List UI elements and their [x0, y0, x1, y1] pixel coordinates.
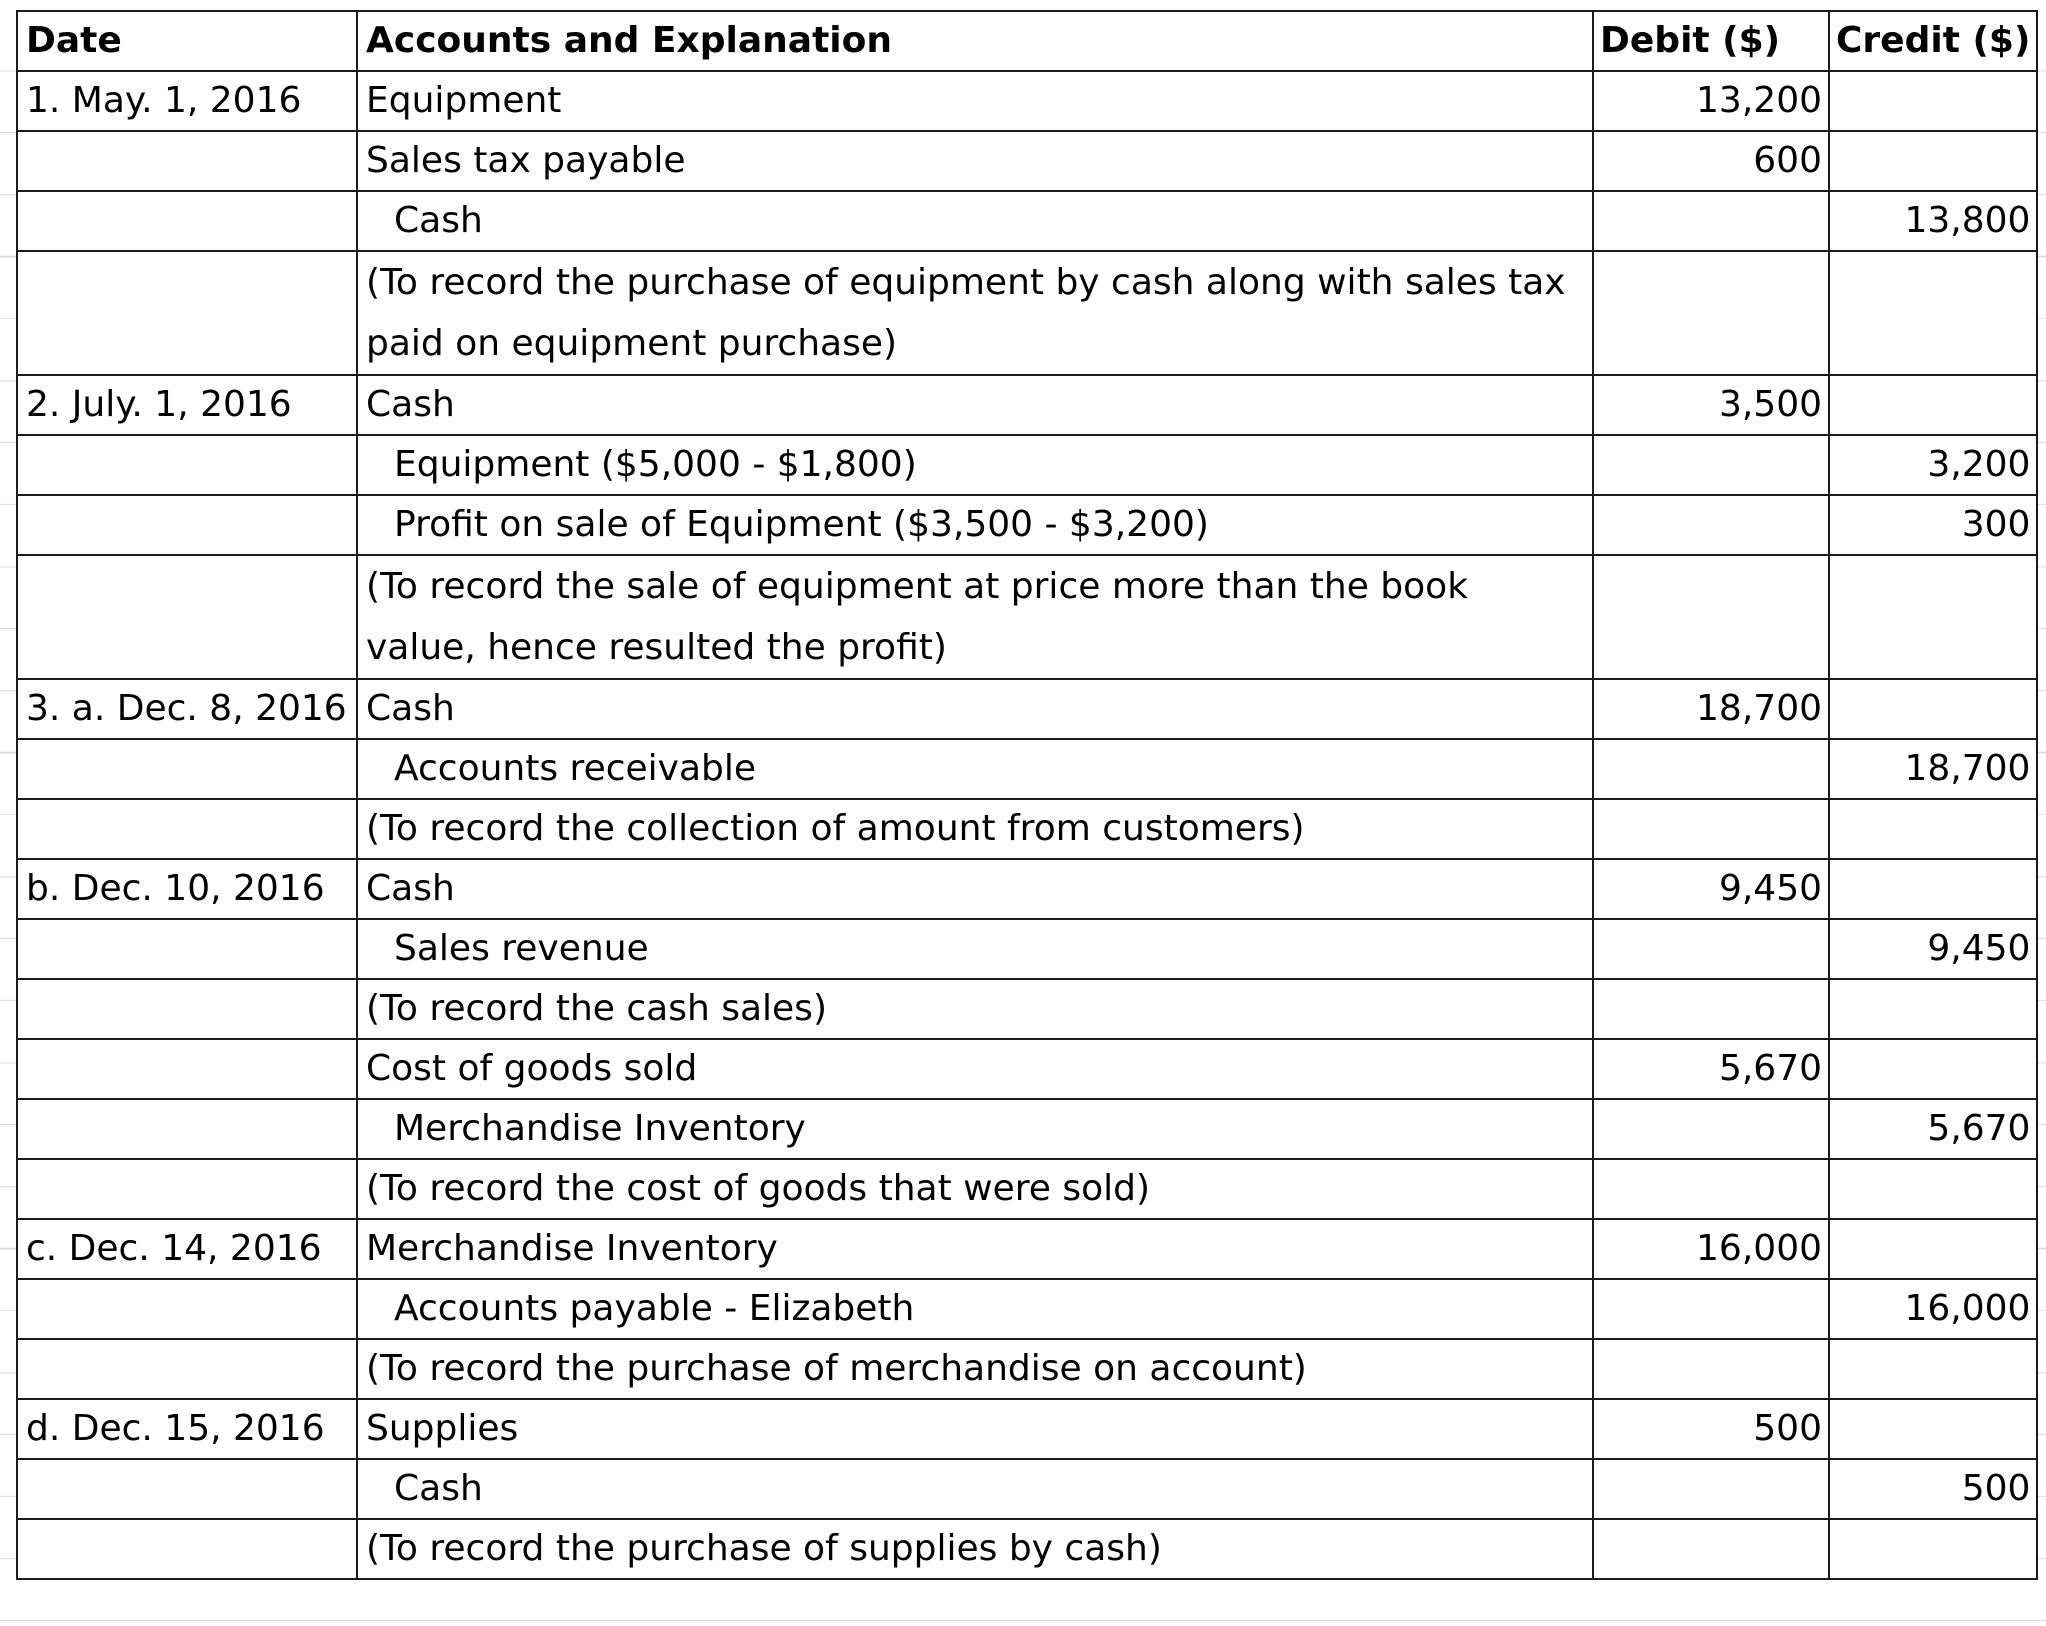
explanation-cell[interactable]: (To record the cost of goods that were sold) — [357, 1159, 1593, 1219]
explanation-cell[interactable]: (To record the cash sales) — [357, 979, 1593, 1039]
credit-cell[interactable] — [1829, 251, 2037, 375]
debit-cell[interactable]: 500 — [1593, 1399, 1829, 1459]
debit-cell[interactable] — [1593, 1459, 1829, 1519]
account-cell[interactable]: Sales revenue — [357, 919, 1593, 979]
account-cell[interactable]: Accounts payable - Elizabeth — [357, 1279, 1593, 1339]
table-row — [17, 739, 2037, 799]
debit-cell[interactable] — [1593, 1339, 1829, 1399]
date-cell[interactable] — [17, 1459, 357, 1519]
table-row — [17, 979, 2037, 1039]
debit-cell[interactable] — [1593, 799, 1829, 859]
credit-cell[interactable] — [1829, 679, 2037, 739]
table-row — [17, 1219, 2037, 1279]
account-cell[interactable]: Sales tax payable — [357, 131, 1593, 191]
explanation-cell[interactable]: (To record the purchase of equipment by cash along with sales tax paid on equipment purchase) — [357, 251, 1593, 375]
credit-cell[interactable] — [1829, 979, 2037, 1039]
debit-cell[interactable] — [1593, 1279, 1829, 1339]
credit-cell[interactable]: 18,700 — [1829, 739, 2037, 799]
table-row — [17, 1519, 2037, 1579]
account-cell[interactable]: Accounts receivable — [357, 739, 1593, 799]
table-row — [17, 1399, 2037, 1459]
debit-cell[interactable] — [1593, 191, 1829, 251]
credit-cell[interactable] — [1829, 1519, 2037, 1579]
date-cell[interactable] — [17, 191, 357, 251]
debit-cell[interactable]: 13,200 — [1593, 71, 1829, 131]
journal-entry-table — [16, 10, 2038, 1580]
debit-cell[interactable] — [1593, 1159, 1829, 1219]
date-cell[interactable] — [17, 799, 357, 859]
table-row — [17, 859, 2037, 919]
date-cell[interactable] — [17, 555, 357, 679]
credit-cell[interactable] — [1829, 859, 2037, 919]
debit-cell[interactable] — [1593, 555, 1829, 679]
table-row — [17, 375, 2037, 435]
date-cell[interactable] — [17, 1519, 357, 1579]
debit-cell[interactable] — [1593, 739, 1829, 799]
credit-cell[interactable] — [1829, 375, 2037, 435]
table-row — [17, 799, 2037, 859]
debit-cell[interactable] — [1593, 919, 1829, 979]
account-cell[interactable]: Equipment ($5,000 - $1,800) — [357, 435, 1593, 495]
explanation-cell[interactable]: (To record the purchase of supplies by cash) — [357, 1519, 1593, 1579]
date-cell[interactable]: d. Dec. 15, 2016 — [17, 1399, 357, 1459]
account-cell[interactable]: Cash — [357, 679, 1593, 739]
debit-cell[interactable] — [1593, 251, 1829, 375]
credit-cell[interactable] — [1829, 1339, 2037, 1399]
debit-cell[interactable]: 16,000 — [1593, 1219, 1829, 1279]
credit-cell[interactable] — [1829, 1219, 2037, 1279]
explanation-cell[interactable]: (To record the purchase of merchandise on account) — [357, 1339, 1593, 1399]
date-cell[interactable]: b. Dec. 10, 2016 — [17, 859, 357, 919]
account-cell[interactable]: Profit on sale of Equipment ($3,500 - $3,200) — [357, 495, 1593, 555]
table-row — [17, 1459, 2037, 1519]
credit-cell[interactable]: 300 — [1829, 495, 2037, 555]
date-cell[interactable] — [17, 1099, 357, 1159]
header-debit[interactable]: Debit ($) — [1593, 11, 1829, 71]
account-cell[interactable]: Cash — [357, 191, 1593, 251]
account-cell[interactable]: Cash — [357, 859, 1593, 919]
account-cell[interactable]: Cash — [357, 1459, 1593, 1519]
credit-cell[interactable] — [1829, 131, 2037, 191]
table-row — [17, 919, 2037, 979]
date-cell[interactable] — [17, 495, 357, 555]
table-row — [17, 251, 2037, 375]
table-row — [17, 1279, 2037, 1339]
header-date[interactable]: Date — [17, 11, 357, 71]
credit-cell[interactable] — [1829, 1159, 2037, 1219]
debit-cell[interactable]: 600 — [1593, 131, 1829, 191]
credit-cell[interactable]: 16,000 — [1829, 1279, 2037, 1339]
table-row — [17, 191, 2037, 251]
explanation-cell[interactable]: (To record the sale of equipment at price more than the book value, hence resulted the profit) — [357, 555, 1593, 679]
table-row — [17, 71, 2037, 131]
table-row — [17, 435, 2037, 495]
date-cell[interactable] — [17, 1039, 357, 1099]
table-row — [17, 495, 2037, 555]
header-credit[interactable]: Credit ($) — [1829, 11, 2037, 71]
credit-cell[interactable] — [1829, 799, 2037, 859]
date-cell[interactable]: c. Dec. 14, 2016 — [17, 1219, 357, 1279]
account-cell[interactable]: Merchandise Inventory — [357, 1099, 1593, 1159]
debit-cell[interactable] — [1593, 979, 1829, 1039]
table-row — [17, 555, 2037, 679]
date-cell[interactable]: 1. May. 1, 2016 — [17, 71, 357, 131]
debit-cell[interactable]: 3,500 — [1593, 375, 1829, 435]
debit-cell[interactable] — [1593, 435, 1829, 495]
date-cell[interactable] — [17, 251, 357, 375]
account-cell[interactable]: Cost of goods sold — [357, 1039, 1593, 1099]
account-cell[interactable]: Merchandise Inventory — [357, 1219, 1593, 1279]
date-cell[interactable] — [17, 131, 357, 191]
date-cell[interactable]: 3. a. Dec. 8, 2016 — [17, 679, 357, 739]
date-cell[interactable] — [17, 979, 357, 1039]
date-cell[interactable]: 2. July. 1, 2016 — [17, 375, 357, 435]
credit-cell[interactable] — [1829, 1399, 2037, 1459]
credit-cell[interactable]: 13,800 — [1829, 191, 2037, 251]
debit-cell[interactable]: 18,700 — [1593, 679, 1829, 739]
table-row — [17, 1339, 2037, 1399]
date-cell[interactable] — [17, 1159, 357, 1219]
header-accounts[interactable]: Accounts and Explanation — [357, 11, 1593, 71]
credit-cell[interactable]: 9,450 — [1829, 919, 2037, 979]
debit-cell[interactable]: 5,670 — [1593, 1039, 1829, 1099]
debit-cell[interactable] — [1593, 1099, 1829, 1159]
table-row — [17, 1099, 2037, 1159]
account-cell[interactable]: Cash — [357, 375, 1593, 435]
debit-cell[interactable] — [1593, 1519, 1829, 1579]
table-row — [17, 1039, 2037, 1099]
table-row — [17, 679, 2037, 739]
explanation-cell[interactable]: (To record the collection of amount from customers) — [357, 799, 1593, 859]
credit-cell[interactable]: 500 — [1829, 1459, 2037, 1519]
credit-cell[interactable] — [1829, 555, 2037, 679]
account-cell[interactable]: Equipment — [357, 71, 1593, 131]
date-cell[interactable] — [17, 919, 357, 979]
debit-cell[interactable]: 9,450 — [1593, 859, 1829, 919]
date-cell[interactable] — [17, 435, 357, 495]
account-cell[interactable]: Supplies — [357, 1399, 1593, 1459]
credit-cell[interactable]: 5,670 — [1829, 1099, 2037, 1159]
date-cell[interactable] — [17, 739, 357, 799]
debit-cell[interactable] — [1593, 495, 1829, 555]
table-row — [17, 131, 2037, 191]
credit-cell[interactable] — [1829, 1039, 2037, 1099]
date-cell[interactable] — [17, 1339, 357, 1399]
credit-cell[interactable]: 3,200 — [1829, 435, 2037, 495]
credit-cell[interactable] — [1829, 71, 2037, 131]
date-cell[interactable] — [17, 1279, 357, 1339]
header-row — [17, 11, 2037, 71]
table-row — [17, 1159, 2037, 1219]
